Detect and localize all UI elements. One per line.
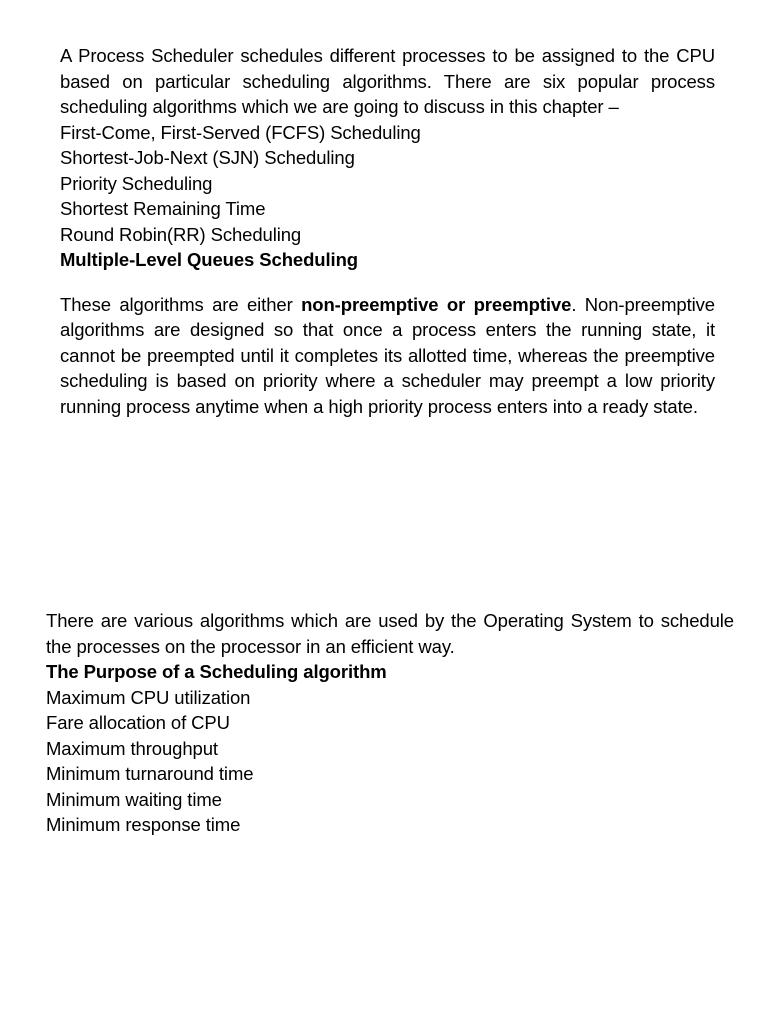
algorithms-intro-paragraph: There are various algorithms which are used by the Operating System to schedule the processes on the processor in an efficient way. [46, 610, 734, 657]
preemption-bold-term: non-preemptive or preemptive [301, 293, 572, 315]
purpose-item: Minimum waiting time [46, 788, 222, 810]
algorithm-item-srt: Shortest Remaining Time [60, 198, 266, 219]
scheduler-overview-section [60, 43, 715, 419]
preemption-text-before: These algorithms are either [60, 293, 302, 315]
purpose-item: Minimum response time [46, 814, 241, 835]
algorithm-item-priority: Priority Scheduling [60, 172, 213, 194]
purpose-item: Maximum throughput [46, 737, 218, 759]
purpose-heading: The Purpose of a Scheduling algorithm [46, 661, 387, 682]
algorithm-item-fcfs: First-Come, First-Served (FCFS) Scheduling [60, 121, 421, 143]
algorithm-item-round-robin: Round Robin(RR) Scheduling [60, 223, 302, 245]
scheduling-purpose-section [46, 608, 734, 838]
algorithm-list [60, 120, 715, 273]
algorithm-item-sjn: Shortest-Job-Next (SJN) Scheduling [60, 147, 355, 168]
preemption-text-after: . Non-preemptive algorithms are designed so that once a process enters the running state, it cannot be preempted until it completes its allotted time, whereas the preemptive scheduling is based on priority where a scheduler may preempt a low priority running process anytime when a high priority process enters into a ready state. [60, 293, 715, 417]
purpose-item: Maximum CPU utilization [46, 686, 251, 708]
algorithm-item-multilevel-queues: Multiple-Level Queues Scheduling [60, 249, 358, 270]
purpose-list [46, 685, 734, 838]
scheduler-intro-paragraph: A Process Scheduler schedules different processes to be assigned to the CPU based on particular scheduling algorithms. There are six popular process scheduling algorithms which we are going to discuss in this chapter – [60, 45, 715, 117]
preemption-paragraph [60, 292, 715, 420]
purpose-item: Fare allocation of CPU [46, 712, 230, 733]
purpose-item: Minimum turnaround time [46, 763, 254, 784]
